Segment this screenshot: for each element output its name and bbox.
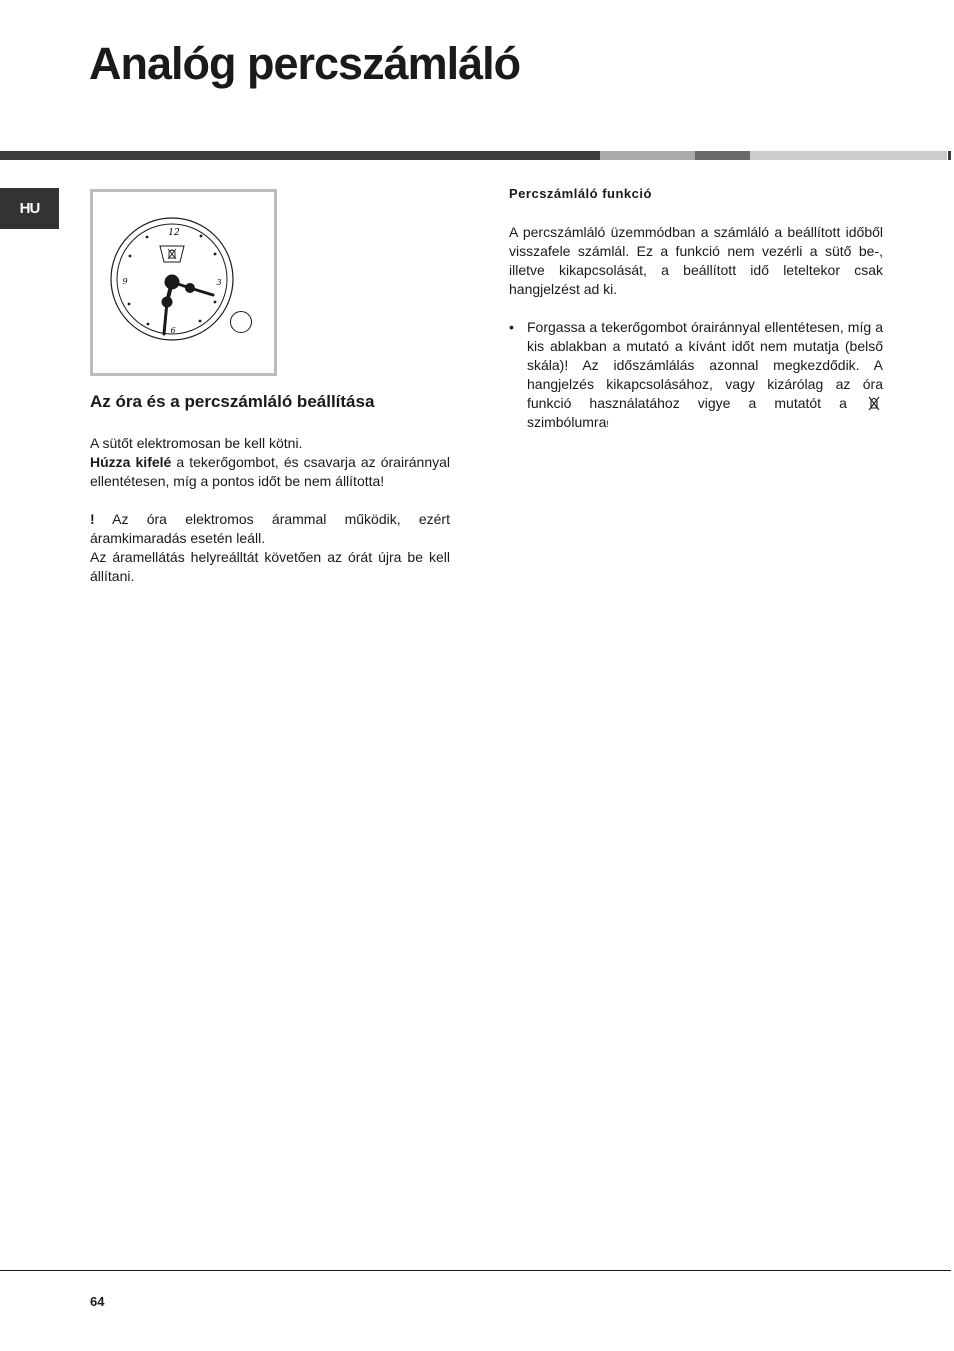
- setting-bold-lead: Húzza kifelé: [90, 454, 172, 470]
- bell-off-icon: [867, 395, 881, 411]
- minute-hub: [162, 297, 173, 308]
- clock-figure: [90, 189, 277, 376]
- setting-line-1: A sütőt elektromosan be kell kötni.: [90, 435, 303, 451]
- setting-instructions: a tekerőgombot, és csavarja az órairánnyal ellentétesen, míg a pontos időt be nem állította!: [90, 454, 450, 489]
- clock-numeral-3: 3: [216, 278, 222, 287]
- analog-clock-illustration: [93, 192, 274, 373]
- bell-off-icon: [168, 249, 176, 259]
- clock-numeral-6: 6: [170, 326, 176, 335]
- bullet-dot: •: [509, 319, 514, 335]
- right-column: [509, 184, 883, 434]
- header-rule-end: [948, 151, 951, 160]
- warning-text: Az óra elektromos árammal működik, ezért áramkimaradás esetén leáll.: [90, 511, 450, 546]
- left-column: [90, 392, 450, 586]
- clock-numeral-9: 9: [122, 277, 128, 286]
- bullet-trailing-mark: !: [606, 419, 609, 429]
- setting-paragraph: [90, 434, 450, 491]
- header-rule-pale: [750, 151, 947, 160]
- header-rule-dark: [0, 151, 600, 160]
- warning-text-2: Az áramellátás helyreálltát követően az órát újra be kell állítani.: [90, 549, 450, 584]
- timer-paragraph: A percszámláló üzemmódban a számláló a beállított időből visszafele számlál. Ez a funkció nem vezérli a sütő be-, illetve kikapcsolását, a beállított idő leteltekor csak hangjelzést ad ki.: [509, 224, 883, 297]
- timer-hub: [185, 283, 195, 293]
- clock-numeral-12: 12: [168, 228, 180, 238]
- section-heading-timer: Percszámláló funkció: [509, 186, 652, 201]
- clock-center-hub: [165, 275, 180, 290]
- header-rule-light: [600, 151, 695, 160]
- timer-bullet-item: [509, 318, 883, 434]
- bullet-text-end: szimbólumra: [527, 414, 607, 430]
- footer-rule: [0, 1270, 951, 1271]
- section-heading-setting: Az óra és a percszámláló beállítása: [90, 392, 375, 411]
- bullet-text: Forgassa a tekerőgombot órairánnyal ellentétesen, míg a kis ablakban a mutató a kívánt időt nem mutatja (belső skála)! Az időszámlálás azonnal megkezdődik. A hangjelzés kikapcsolásához, vagy kizárólag az óra funkció használatához vigye a mutatót a: [527, 319, 883, 411]
- page-number: 64: [90, 1294, 105, 1309]
- warning-paragraph: [90, 510, 450, 586]
- header-rule-mid: [695, 151, 750, 160]
- language-tab: HU: [0, 188, 59, 229]
- warning-mark: !: [90, 511, 95, 527]
- knob-icon: [231, 312, 252, 333]
- page-title: Analóg percszámláló: [89, 38, 521, 89]
